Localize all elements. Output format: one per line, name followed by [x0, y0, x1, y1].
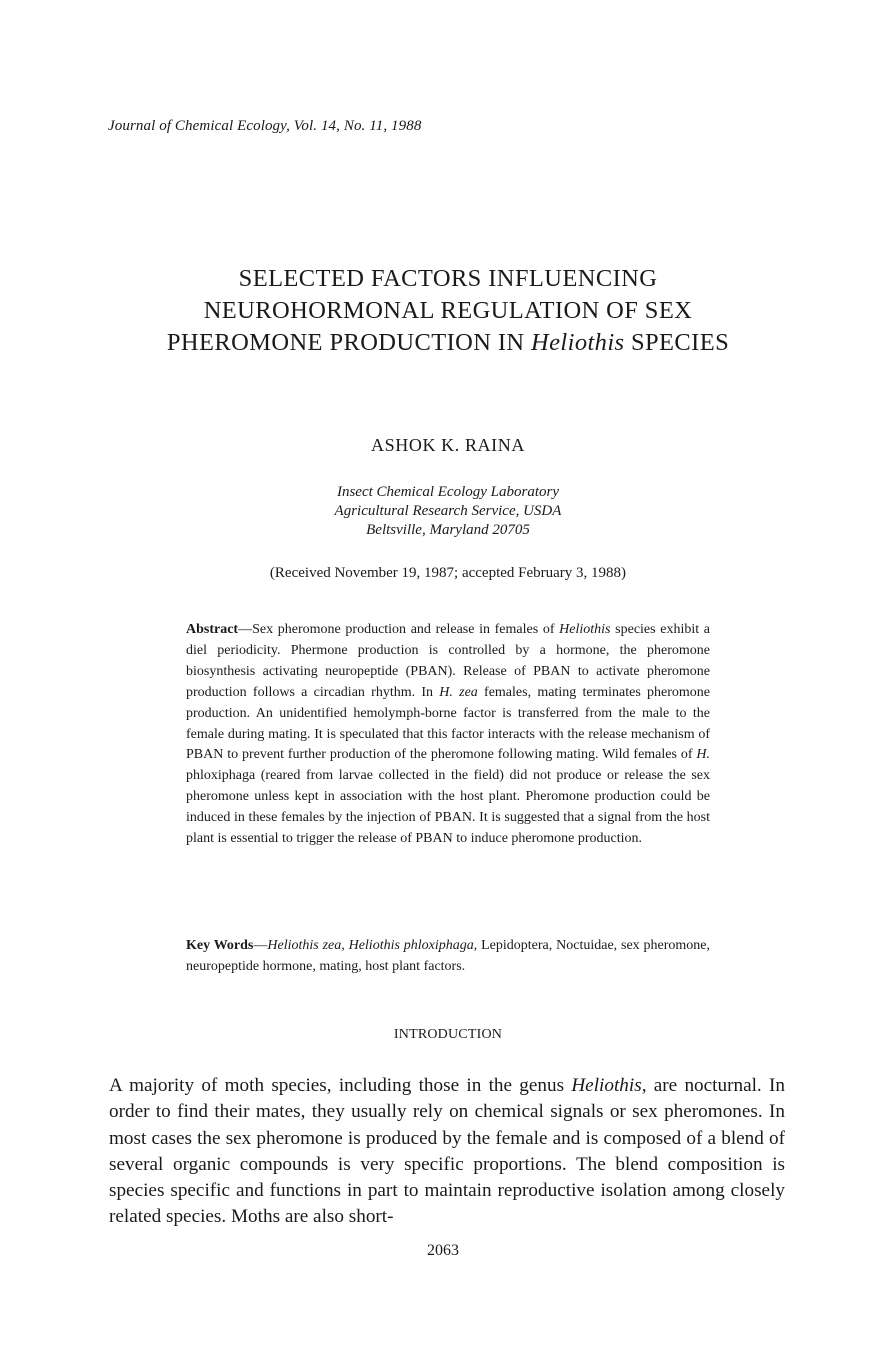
- section-heading-introduction: INTRODUCTION: [393, 1027, 503, 1042]
- abstract-text-3: females, mating terminates pheromone production. An unidentified hemolymph-borne factor is transferred from the male to the female during mating. It is speculated that this factor interacts with the release mechanism of PBAN to prevent further production of the pheromone following mating. Wild females of: [186, 684, 710, 763]
- keywords-paragraph: [186, 935, 710, 977]
- intro-text-2: , are nocturnal. In order to find their mates, they usually rely on chemical signals or sex pheromones. In most cases the sex pheromone is produced by the female and is composed of a blend of several organic compounds is very specific proportions. The blend composition is species specific and functions in part to maintain reproductive isolation among closely related species. Moths are also short-: [109, 1075, 785, 1228]
- keywords-label: Key Words: [186, 938, 254, 953]
- title-line-3-pre: PHEROMONE PRODUCTION IN: [166, 329, 532, 356]
- page-number: 2063: [427, 1242, 459, 1259]
- abstract-text-2: species exhibit a diel periodicity. Phermone production is controlled by a hormone, the pheromone biosynthesis activating neuropeptide (PBAN). Release of PBAN to activate pheromone production follows a circadian rhythm. In: [186, 622, 710, 700]
- title-genus: Heliothis: [531, 329, 625, 356]
- abstract-label: Abstract: [186, 622, 239, 637]
- affiliation: [0, 483, 886, 540]
- paper-title: [60, 263, 836, 359]
- title-line-1: SELECTED FACTORS INFLUENCING: [238, 265, 658, 292]
- affiliation-lab: Insect Chemical Ecology Laboratory: [336, 484, 560, 500]
- intro-genus: Heliothis: [571, 1075, 642, 1096]
- keywords-text: , Lepidoptera, Noctuidae, sex pheromone, neuropeptide hormone, mating, host plant factors.: [186, 938, 711, 974]
- intro-text-1: A majority of moth species, including those in the genus: [109, 1075, 572, 1096]
- keywords-species: Heliothis zea, Heliothis phloxiphaga: [267, 938, 474, 953]
- affiliation-agency: Agricultural Research Service, USDA: [334, 503, 562, 519]
- abstract-text-4: phloxiphaga (reared from larvae collected in the field) did not produce or release the sex pheromone unless kept in association with the host plant. Pheromone production could be induced in these females by the injection of PBAN. It is suggested that a signal from the host plant is essential to trigger the release of PBAN to induce pheromone production.: [186, 768, 710, 847]
- abstract: [186, 620, 710, 850]
- abstract-italic-3: H.: [696, 747, 710, 763]
- journal-citation: Journal of Chemical Ecology, Vol. 14, No. 11, 1988: [108, 118, 422, 134]
- keywords: [186, 935, 710, 977]
- affiliation-location: Beltsville, Maryland 20705: [366, 522, 530, 538]
- author-name: ASHOK K. RAINA: [371, 435, 525, 455]
- received-dates: (Received November 19, 1987; accepted February 3, 1988): [269, 565, 627, 581]
- abstract-paragraph: [186, 620, 710, 850]
- title-line-3-post: SPECIES: [624, 329, 730, 356]
- keywords-dash: —: [253, 938, 268, 953]
- abstract-italic-1: Heliothis: [559, 622, 611, 637]
- title-line-2: NEUROHORMONAL REGULATION OF SEX: [203, 297, 693, 324]
- abstract-text-1: —Sex pheromone production and release in females of: [238, 622, 560, 637]
- title-line-3: [60, 327, 836, 359]
- introduction-paragraph: [109, 1073, 785, 1231]
- introduction-body: [109, 1073, 785, 1231]
- abstract-italic-2: H. zea: [439, 684, 478, 700]
